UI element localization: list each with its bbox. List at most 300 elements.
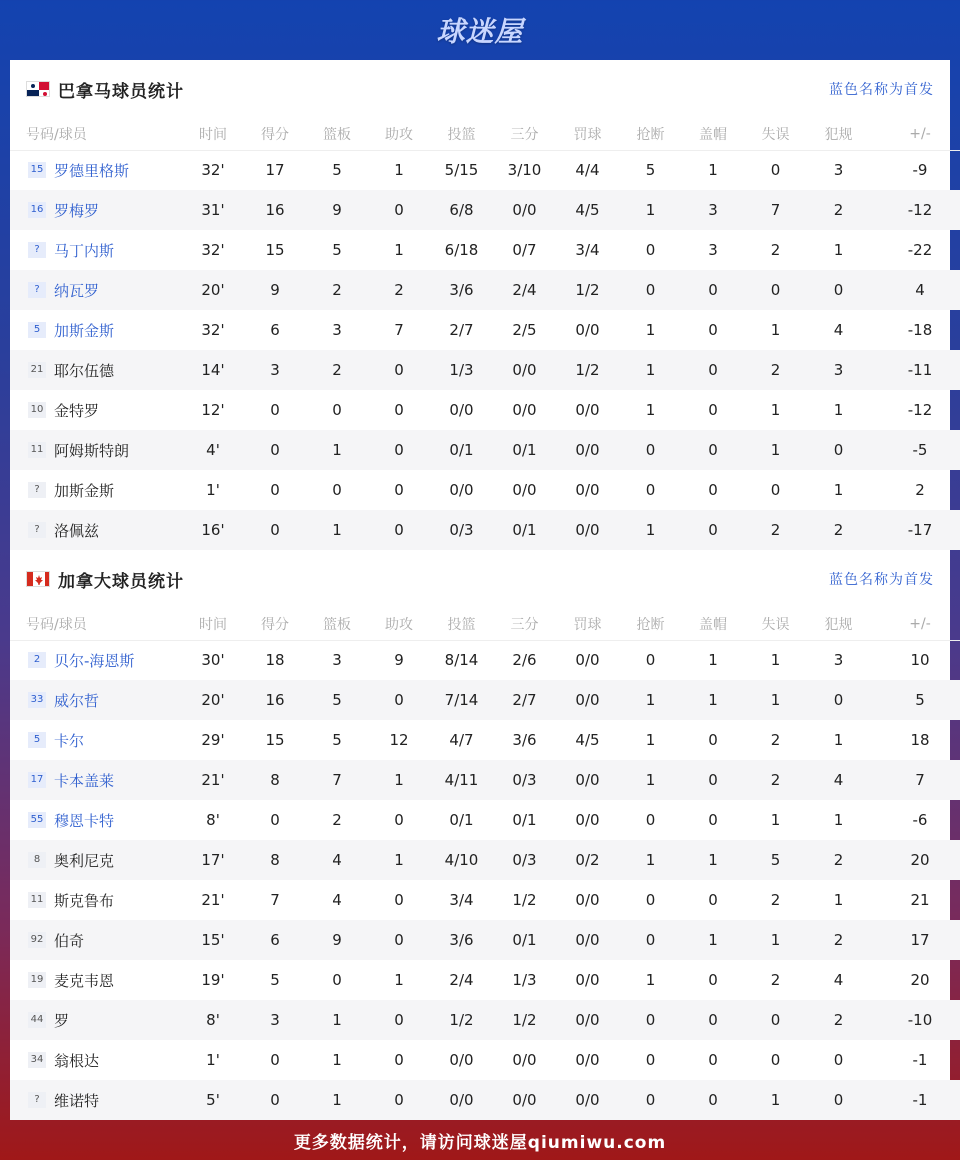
stat-cell: 0: [394, 811, 404, 829]
brand-logo: 球迷屋: [436, 15, 524, 48]
player-name[interactable]: 麦克韦恩: [54, 971, 115, 990]
stat-cell: 4: [332, 891, 342, 909]
team-section-canada: [10, 550, 950, 1120]
stat-cell: 12': [201, 401, 225, 419]
table-row[interactable]: [10, 310, 960, 350]
stat-cell: 1: [394, 161, 404, 180]
stat-cell: 18: [265, 651, 285, 670]
jersey-number-badge: 11: [28, 442, 46, 458]
stat-cell: 20': [182, 270, 244, 310]
stat-cell: 9: [306, 190, 368, 230]
stat-cell: 1: [394, 971, 404, 989]
table-row[interactable]: [10, 150, 960, 190]
stat-cell: 6: [244, 920, 306, 960]
stat-cell: 2/4: [493, 270, 556, 310]
player-cell[interactable]: [10, 640, 182, 680]
stat-cell: 0: [744, 270, 807, 310]
stat-cell: 0/1: [493, 430, 556, 470]
stat-cell: 0/0: [556, 680, 619, 720]
stat-cell: 9: [394, 651, 404, 670]
player-cell[interactable]: [10, 510, 182, 550]
player-name[interactable]: 加斯金斯: [54, 481, 115, 500]
starter-note: 蓝色名称为首发: [829, 82, 934, 98]
player-name[interactable]: 加斯金斯: [54, 321, 115, 340]
jersey-number-badge: ?: [28, 1092, 46, 1108]
stat-cell: 2: [807, 1000, 870, 1040]
stat-cell: 5: [270, 971, 280, 989]
stat-cell: 0: [682, 510, 744, 550]
stat-cell: 17': [182, 840, 244, 880]
player-name[interactable]: 卡尔: [54, 731, 85, 750]
stat-cell: 1: [332, 1051, 342, 1069]
column-header: 篮板: [306, 118, 368, 150]
stat-cell: 17: [870, 920, 960, 960]
stat-cell: 1: [306, 1080, 368, 1120]
stat-cell: 0: [619, 1000, 682, 1040]
stat-cell: 4: [306, 840, 368, 880]
player-name[interactable]: 斯克鲁布: [54, 891, 115, 910]
stat-cell: 8': [182, 1000, 244, 1040]
stat-cell: 0: [708, 891, 718, 909]
column-header: 时间: [182, 608, 244, 640]
stat-cell: 0: [807, 1080, 870, 1120]
section-title-wrap: [26, 567, 184, 592]
stat-cell: 8': [206, 811, 220, 829]
stat-cell: 4/4: [575, 161, 600, 180]
column-header: 犯规: [807, 608, 870, 640]
stat-cell: 0: [682, 1080, 744, 1120]
table-header-row: [10, 608, 960, 640]
stat-cell: 0: [368, 920, 430, 960]
stat-cell: 0/7: [512, 241, 537, 259]
table-row[interactable]: [10, 390, 960, 430]
stat-cell: 0: [368, 190, 430, 230]
player-cell[interactable]: [10, 310, 182, 350]
stat-cell: 1: [394, 241, 404, 259]
stat-cell: 2: [306, 350, 368, 390]
table-row[interactable]: [10, 430, 960, 470]
stat-cell: 5: [306, 680, 368, 720]
stat-cell: 0/0: [493, 350, 556, 390]
stat-cell: 7: [870, 760, 960, 800]
stat-cell: 0: [368, 1080, 430, 1120]
stat-cell: 0/2: [556, 840, 619, 880]
table-row[interactable]: [10, 350, 960, 390]
stat-cell: 0: [368, 510, 430, 550]
player-name[interactable]: 奥利尼克: [54, 851, 115, 870]
stat-cell: 1: [306, 1000, 368, 1040]
stat-cell: 0: [744, 1000, 807, 1040]
column-header: 三分: [493, 608, 556, 640]
stat-cell: 0: [708, 1051, 718, 1069]
stat-cell: 2/7: [493, 680, 556, 720]
stat-cell: 0/0: [575, 891, 600, 909]
footer-banner[interactable]: 更多数据统计，请访问球迷屋qiumiwu.com: [293, 1132, 667, 1153]
stat-cell: -9: [912, 161, 928, 180]
stat-cell: 4: [833, 971, 844, 989]
jersey-number-badge: 10: [28, 402, 46, 418]
stat-cell: 2: [770, 971, 781, 989]
section-title: 加拿大球员统计: [58, 571, 184, 592]
stat-cell: 2: [807, 190, 870, 230]
stat-cell: 16: [244, 190, 306, 230]
stat-cell: 2: [807, 840, 870, 880]
stat-cell: 0: [244, 510, 306, 550]
player-cell[interactable]: [10, 960, 182, 1000]
stat-cell: -1: [912, 1051, 928, 1069]
stat-cell: 0/0: [512, 481, 537, 499]
jersey-number-badge: 33: [28, 692, 46, 708]
table-row[interactable]: [10, 230, 960, 270]
player-name[interactable]: 罗: [54, 1011, 70, 1030]
player-cell[interactable]: [10, 840, 182, 880]
stat-cell: 1': [206, 1051, 220, 1069]
stat-cell: 0/0: [575, 1051, 600, 1069]
stat-cell: -6: [912, 811, 928, 829]
stat-cell: 0/0: [556, 430, 619, 470]
table-row[interactable]: [10, 880, 960, 920]
stat-cell: 0: [332, 971, 342, 989]
player-name[interactable]: 阿姆斯特朗: [54, 441, 130, 460]
table-row[interactable]: [10, 720, 960, 760]
stat-cell: 6: [270, 321, 280, 339]
jersey-number-badge: ?: [28, 522, 46, 538]
stat-cell: 1: [770, 321, 781, 339]
stat-cell: 0/0: [556, 1000, 619, 1040]
stat-cell: 9: [244, 270, 306, 310]
stat-cell: 0: [645, 241, 656, 259]
stat-cell: 0: [619, 1080, 682, 1120]
player-cell[interactable]: [10, 350, 182, 390]
section-header: [10, 60, 950, 118]
player-cell[interactable]: [10, 680, 182, 720]
stat-cell: 1: [306, 510, 368, 550]
table-row[interactable]: [10, 760, 960, 800]
stat-cell: -1: [870, 1080, 960, 1120]
column-header: 抢断: [619, 118, 682, 150]
stat-cell: 5: [645, 161, 656, 180]
player-cell[interactable]: [10, 470, 182, 510]
table-row[interactable]: [10, 840, 960, 880]
stat-cell: 0: [770, 481, 781, 499]
stat-cell: 0: [682, 350, 744, 390]
stat-cell: 15: [265, 731, 285, 749]
stat-cell: 0/0: [449, 401, 474, 419]
stat-cell: 2: [770, 891, 781, 909]
stat-cell: 3/4: [449, 891, 474, 909]
canada-flag-icon: [26, 571, 50, 587]
jersey-number-badge: 55: [28, 812, 46, 828]
table-row[interactable]: [10, 190, 960, 230]
stat-cell: 4: [833, 321, 844, 339]
stat-cell: 15': [182, 920, 244, 960]
stat-cell: 2: [368, 270, 430, 310]
jersey-number-badge: 34: [28, 1052, 46, 1068]
stat-cell: 0/3: [493, 760, 556, 800]
player-name[interactable]: 穆恩卡特: [54, 811, 115, 830]
stat-cell: 1: [833, 481, 844, 499]
stat-cell: 17: [265, 161, 285, 180]
stat-cell: 1/3: [430, 350, 493, 390]
stat-cell: 1/2: [493, 1000, 556, 1040]
stat-cell: 2: [770, 241, 781, 259]
player-cell[interactable]: [10, 390, 182, 430]
table-row[interactable]: [10, 680, 960, 720]
stat-cell: 1: [645, 321, 656, 339]
stat-cell: 7: [270, 891, 280, 909]
player-cell[interactable]: [10, 880, 182, 920]
table-row[interactable]: [10, 640, 960, 680]
stat-cell: 1/2: [430, 1000, 493, 1040]
stat-cell: 3/6: [430, 270, 493, 310]
stat-cell: 0: [682, 1000, 744, 1040]
stat-cell: 0: [708, 731, 718, 749]
stat-cell: 3: [708, 241, 718, 259]
stat-cell: 0: [619, 270, 682, 310]
stat-cell: 0/0: [575, 481, 600, 499]
stat-cell: 1: [833, 401, 844, 419]
player-cell[interactable]: [10, 150, 182, 190]
stat-cell: 10: [910, 651, 930, 670]
stat-cell: 0: [244, 1080, 306, 1120]
stat-cell: 0/3: [493, 840, 556, 880]
table-row[interactable]: [10, 470, 960, 510]
stat-cell: 12: [389, 731, 409, 749]
stat-cell: 0: [270, 1051, 280, 1069]
jersey-number-badge: 92: [28, 932, 46, 948]
stat-cell: -11: [870, 350, 960, 390]
stat-cell: 0/0: [575, 401, 600, 419]
jersey-number-badge: 17: [28, 772, 46, 788]
player-name[interactable]: 贝尔-海恩斯: [54, 651, 135, 670]
table-row[interactable]: [10, 1000, 960, 1040]
stat-cell: 0: [368, 1000, 430, 1040]
stat-cell: 19': [201, 971, 225, 989]
column-header: 得分: [244, 608, 306, 640]
jersey-number-badge: ?: [28, 482, 46, 498]
column-header: 得分: [244, 118, 306, 150]
stat-cell: 0: [708, 971, 718, 989]
stat-cell: 1: [645, 401, 656, 419]
stat-cell: 5: [332, 731, 342, 749]
column-header: 抢断: [619, 608, 682, 640]
stat-cell: 1: [770, 651, 781, 670]
stat-cell: 0: [270, 811, 280, 829]
player-name[interactable]: 罗德里格斯: [54, 161, 130, 180]
stat-cell: 1/2: [512, 891, 537, 909]
stat-cell: 0/0: [556, 920, 619, 960]
stats-table: [10, 608, 960, 1120]
stat-cell: 0: [645, 1051, 656, 1069]
stat-cell: 4/7: [449, 731, 474, 749]
stat-cell: 0: [708, 811, 718, 829]
stat-cell: -10: [870, 1000, 960, 1040]
player-name[interactable]: 翁根达: [54, 1051, 100, 1070]
player-name[interactable]: 耶尔伍德: [54, 361, 115, 380]
stat-cell: 1/2: [556, 350, 619, 390]
stat-cell: 0: [708, 401, 718, 419]
player-cell[interactable]: [10, 920, 182, 960]
stat-cell: 1: [368, 760, 430, 800]
stat-cell: 4/5: [575, 731, 600, 749]
stat-cell: 0/0: [575, 811, 600, 829]
player-name[interactable]: 金特罗: [54, 401, 100, 420]
stat-cell: 5: [870, 680, 960, 720]
stat-cell: 1: [770, 811, 781, 829]
stat-cell: 4/11: [430, 760, 493, 800]
stat-cell: 0/0: [493, 190, 556, 230]
player-name[interactable]: 威尔哲: [54, 691, 100, 710]
stat-cell: 3: [682, 190, 744, 230]
column-header: 时间: [182, 118, 244, 150]
player-cell[interactable]: [10, 760, 182, 800]
player-name[interactable]: 维诺特: [54, 1091, 100, 1110]
player-name[interactable]: 纳瓦罗: [54, 281, 100, 300]
stat-cell: 0/0: [575, 971, 600, 989]
jersey-number-badge: 11: [28, 892, 46, 908]
player-cell[interactable]: [10, 270, 182, 310]
stat-cell: 3: [244, 350, 306, 390]
column-header: 助攻: [368, 608, 430, 640]
column-header: 犯规: [807, 118, 870, 150]
stat-cell: 16': [182, 510, 244, 550]
stat-cell: -17: [870, 510, 960, 550]
stat-cell: 0: [368, 350, 430, 390]
stat-cell: 2: [807, 510, 870, 550]
stat-cell: 2: [915, 481, 925, 499]
player-name[interactable]: 卡本盖莱: [54, 771, 115, 790]
column-header: 号码/球员: [10, 608, 182, 640]
stat-cell: 2/5: [512, 321, 537, 339]
stat-cell: 1: [744, 920, 807, 960]
stat-cell: 0/1: [430, 430, 493, 470]
stat-cell: 6/8: [430, 190, 493, 230]
stat-cell: 2/7: [449, 321, 474, 339]
jersey-number-badge: 2: [28, 652, 46, 668]
stat-cell: 3/6: [512, 731, 537, 749]
table-row[interactable]: [10, 510, 960, 550]
table-row[interactable]: [10, 800, 960, 840]
stat-cell: 0/0: [430, 1080, 493, 1120]
stat-cell: 0/0: [556, 760, 619, 800]
table-row[interactable]: [10, 960, 960, 1000]
player-name[interactable]: 罗梅罗: [54, 201, 100, 220]
stat-cell: 0: [708, 321, 718, 339]
stat-cell: 9: [306, 920, 368, 960]
stat-cell: 0/0: [512, 401, 537, 419]
table-row[interactable]: [10, 270, 960, 310]
stat-cell: 2: [332, 811, 342, 829]
stat-cell: 0: [244, 430, 306, 470]
jersey-number-badge: 15: [28, 162, 46, 178]
table-row[interactable]: [10, 1080, 960, 1120]
stat-cell: 8: [244, 760, 306, 800]
stat-cell: 1': [206, 481, 220, 499]
stat-cell: 1: [682, 920, 744, 960]
stat-cell: 0: [394, 481, 404, 499]
player-cell[interactable]: [10, 720, 182, 760]
stat-cell: 2: [744, 350, 807, 390]
stat-cell: 1: [368, 840, 430, 880]
team-section-panama: [10, 60, 950, 550]
stat-cell: 0/1: [512, 811, 537, 829]
stat-cell: 0: [645, 891, 656, 909]
stat-cell: 1: [619, 190, 682, 230]
stat-cell: 29': [201, 731, 225, 749]
stat-cell: 1/3: [512, 971, 537, 989]
stat-cell: 0/3: [430, 510, 493, 550]
stat-cell: 0: [682, 270, 744, 310]
stat-cell: 0: [682, 430, 744, 470]
stat-cell: 16: [244, 680, 306, 720]
stat-cell: 0: [645, 651, 656, 670]
stat-cell: 0: [619, 920, 682, 960]
stat-cell: 1: [833, 731, 844, 749]
player-name[interactable]: 伯奇: [54, 931, 85, 950]
stat-cell: -12: [870, 190, 960, 230]
table-row[interactable]: [10, 920, 960, 960]
stat-cell: 1: [619, 510, 682, 550]
jersey-number-badge: 44: [28, 1012, 46, 1028]
stat-cell: -5: [870, 430, 960, 470]
stat-cell: 5: [744, 840, 807, 880]
stat-cell: 0/0: [556, 510, 619, 550]
stat-cell: 2: [306, 270, 368, 310]
stat-cell: 0: [682, 760, 744, 800]
stats-panel: [10, 60, 950, 1120]
stat-cell: 0: [270, 401, 280, 419]
stat-cell: -22: [907, 241, 933, 259]
player-cell[interactable]: [10, 430, 182, 470]
table-header-row: [10, 118, 960, 150]
stat-cell: 32': [201, 161, 225, 180]
jersey-number-badge: 19: [28, 972, 46, 988]
stat-cell: 1: [708, 161, 718, 180]
stat-cell: 0: [770, 1051, 781, 1069]
stat-cell: 8/14: [444, 651, 479, 670]
stat-cell: 5: [332, 241, 342, 259]
player-name[interactable]: 洛佩兹: [54, 521, 100, 540]
stat-cell: 1: [619, 680, 682, 720]
stat-cell: 20: [870, 840, 960, 880]
stat-cell: 0: [619, 430, 682, 470]
stat-cell: 2: [744, 760, 807, 800]
stat-cell: 1: [619, 840, 682, 880]
player-name[interactable]: 马丁内斯: [54, 241, 115, 260]
player-cell[interactable]: [10, 1040, 182, 1080]
stat-cell: 8: [244, 840, 306, 880]
player-cell[interactable]: [10, 190, 182, 230]
stat-cell: 0/0: [449, 481, 474, 499]
stat-cell: 1: [645, 731, 656, 749]
stat-cell: 1: [682, 680, 744, 720]
stat-cell: 3/6: [430, 920, 493, 960]
stat-cell: 0: [332, 401, 342, 419]
stat-cell: 3/4: [575, 241, 600, 259]
stat-cell: 21: [910, 891, 930, 909]
stat-cell: 14': [182, 350, 244, 390]
stat-cell: 1: [833, 241, 844, 259]
column-header: 失误: [744, 608, 807, 640]
column-header: 投篮: [430, 608, 493, 640]
player-cell[interactable]: [10, 230, 182, 270]
table-row[interactable]: [10, 1040, 960, 1080]
player-cell[interactable]: [10, 800, 182, 840]
stat-cell: 21': [201, 891, 225, 909]
player-cell[interactable]: [10, 1080, 182, 1120]
player-cell[interactable]: [10, 1000, 182, 1040]
stat-cell: 20': [182, 680, 244, 720]
